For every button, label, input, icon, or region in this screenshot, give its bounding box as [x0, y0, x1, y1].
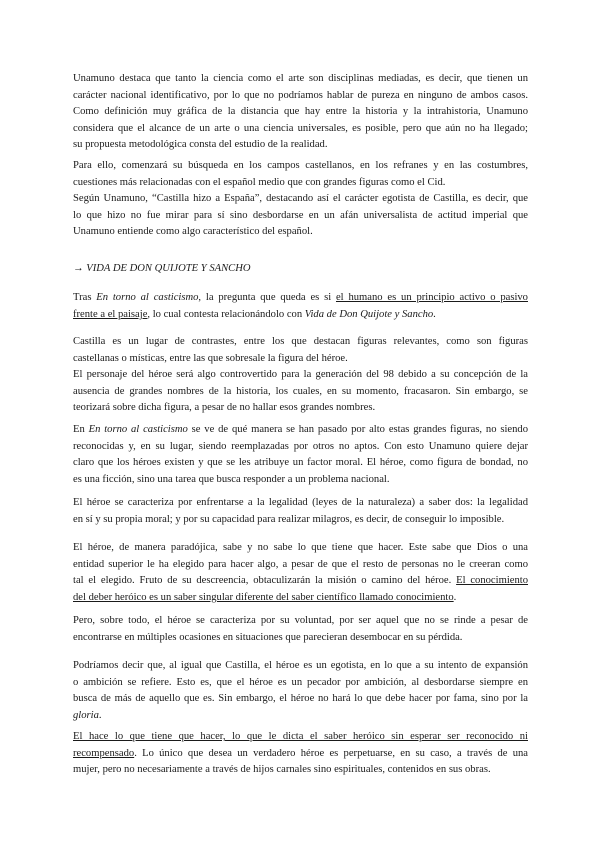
paragraph-egotista [73, 658, 528, 724]
text-run: . [453, 591, 457, 603]
section-heading [73, 261, 528, 278]
paragraph-castilla-contrastes [73, 334, 528, 417]
paragraph-figuras-reconocidas [73, 422, 528, 488]
text-run: se ve de qué manera se han pasado por alto estas grandes figuras, no siendo [187, 424, 529, 435]
underlined-text: El conocimiento [456, 575, 529, 587]
text-line [73, 307, 528, 324]
text-run: Tras [73, 292, 97, 303]
text-line: entidad superior le ha elegido para hacer algo, a pesar de que el resto de personas no le creeran como [73, 558, 528, 570]
text-line: castellanas o místicas, entre las que sobresale la figura del héroe. [73, 352, 348, 364]
text-line: considera que el alcance de un arte o una ciencia universales, es posible, pero que aún no ha llegado; [73, 122, 528, 134]
text-line: Castilla es un lugar de contrastes, entre los que destacan figuras relevantes, como son figuras [73, 336, 528, 347]
text-run: En [73, 424, 89, 435]
text-line: mujer, pero no necesariamente a través de hijos carnales sino espirituales, contenidos en sus obras. [73, 764, 491, 776]
underlined-text: El hace lo que tiene que hacer, lo que le dicta el saber heróico sin esperar ser reconocido ni [73, 731, 528, 742]
section-heading-text: → VIDA DE DON QUIJOTE Y SANCHO [73, 263, 251, 274]
book-title: Vida de Don Quijote y Sancho [304, 308, 434, 320]
text-line: su propuesta metodológica consta del estudio de la realidad. [73, 139, 328, 151]
text-line: El personaje del héroe será algo controvertido para la generación del 98 debido a su concepción de la [73, 369, 528, 381]
text-line: encontrarse en múltiples ocasiones en situaciones que parecieran desembocar en su pérdida. [73, 631, 463, 643]
book-title: En torno al casticismo [88, 424, 188, 435]
paragraph-campos-castellanos [73, 158, 528, 241]
text-line: El héroe se caracteriza por enfrentarse a la legalidad (leyes de la naturaleza) a saber dos: la legalidad [73, 497, 528, 508]
paragraph-tras-casticismo [73, 290, 528, 323]
underlined-text: frente a el paisaje [73, 308, 148, 320]
text-line: teorizará sobre dicha figura, a pesar de no hallar esos grandes nombres. [73, 402, 376, 414]
text-run: , lo cual contesta relacionándolo con [147, 308, 305, 320]
underlined-text: el humano es un principio activo o pasivo [335, 292, 528, 303]
text-run: . Lo único que desea un verdadero héroe es perpetuarse, en su caso, a través de una [134, 747, 528, 759]
text-line: Como definición muy gráfica de la distancia que hay entre la historia y la intrahistoria, Unamuno [73, 106, 528, 118]
text-line: Pero, sobre todo, el héroe se caracteriza por su voluntad, por ser aquel que no se rinde a pesar de [73, 615, 528, 626]
text-line: en sí y su propia moral; y por su capacidad para realizar milagros, es decir, de conseguir lo imposible. [73, 513, 505, 525]
text-line: claro que los héroes existen y que se les atribuye un factor moral. El héroe, como figura de bondad, no [73, 457, 528, 469]
text-line [73, 746, 528, 763]
paragraph-heroe-legalidad [73, 495, 528, 528]
paragraph-ciencia-arte [73, 71, 528, 154]
text-line: busca de más de aquello que es. Sin embargo, el héroe no hará lo que debe hacer por fama, sino por la [73, 693, 528, 705]
text-line: reconocidas y, en su lugar, siendo reemplazadas por otros no aptos. Con esto Unamuno quiere dejar [73, 440, 528, 452]
text-run: . [98, 709, 102, 721]
italic-text: gloria [73, 709, 99, 721]
paragraph-voluntad [73, 613, 528, 646]
text-line: es una ficción, sino una tarea que busca responder a un problema nacional. [73, 473, 390, 485]
text-line: ausencia de grandes nombres de la historia, los cuales, en su momento, fracasaron. Sin embargo, se [73, 385, 528, 397]
paragraph-saber-heroico [73, 729, 528, 779]
text-run: . [433, 308, 436, 320]
underlined-text: recompensado [73, 747, 135, 759]
text-run: tal el elegido. Fruto de su descreencia, obtaculizarán la misión o camino del héroe. [73, 575, 457, 587]
text-line: Podríamos decir que, al igual que Castilla, el héroe es un egotista, en lo que a su intento de expansión [73, 660, 528, 671]
text-line [73, 708, 528, 725]
book-title: En torno al casticismo [96, 292, 199, 303]
text-line [73, 729, 528, 746]
text-line [73, 422, 528, 439]
text-line [73, 590, 528, 607]
text-line: carácter nacional identificativo, por lo que no podríamos hablar de pureza en ninguno de ambos casos. [73, 89, 528, 101]
text-run: , la pregunta que queda es si [198, 292, 336, 303]
text-line: o ambición se refiere. Esto es, que el héroe es un pecador por ambición, al desbordarse siempre en [73, 676, 528, 688]
text-line [73, 290, 528, 307]
underlined-text: del deber heróico es un saber singular diferente del saber científico llamado conocimiento [73, 591, 454, 603]
text-line: El héroe, de manera paradójica, sabe y no sabe lo que tiene que hacer. Este sabe que Dios o una [73, 542, 528, 553]
text-line: Según Unamuno, “Castilla hizo a España”, destacando así el carácter egotista de Castilla, es decir, que [73, 193, 528, 205]
text-line [73, 573, 528, 590]
paragraph-heroe-paradoja [73, 540, 528, 606]
text-line: Unamuno destaca que tanto la ciencia como el arte son disciplinas mediadas, es decir, que tienen un [73, 73, 528, 84]
text-line: lo que hizo no fue mirar para sí sino desbordarse en un afán universalista de actitud imperial que [73, 209, 528, 221]
text-line: cuestiones más relacionadas con el español medio que con grandes figuras como el Cid. [73, 176, 446, 188]
text-line: Unamuno entiende como algo característico del español. [73, 226, 313, 238]
text-line: Para ello, comenzará su búsqueda en los campos castellanos, en los refranes y en las costumbres, [73, 160, 528, 171]
